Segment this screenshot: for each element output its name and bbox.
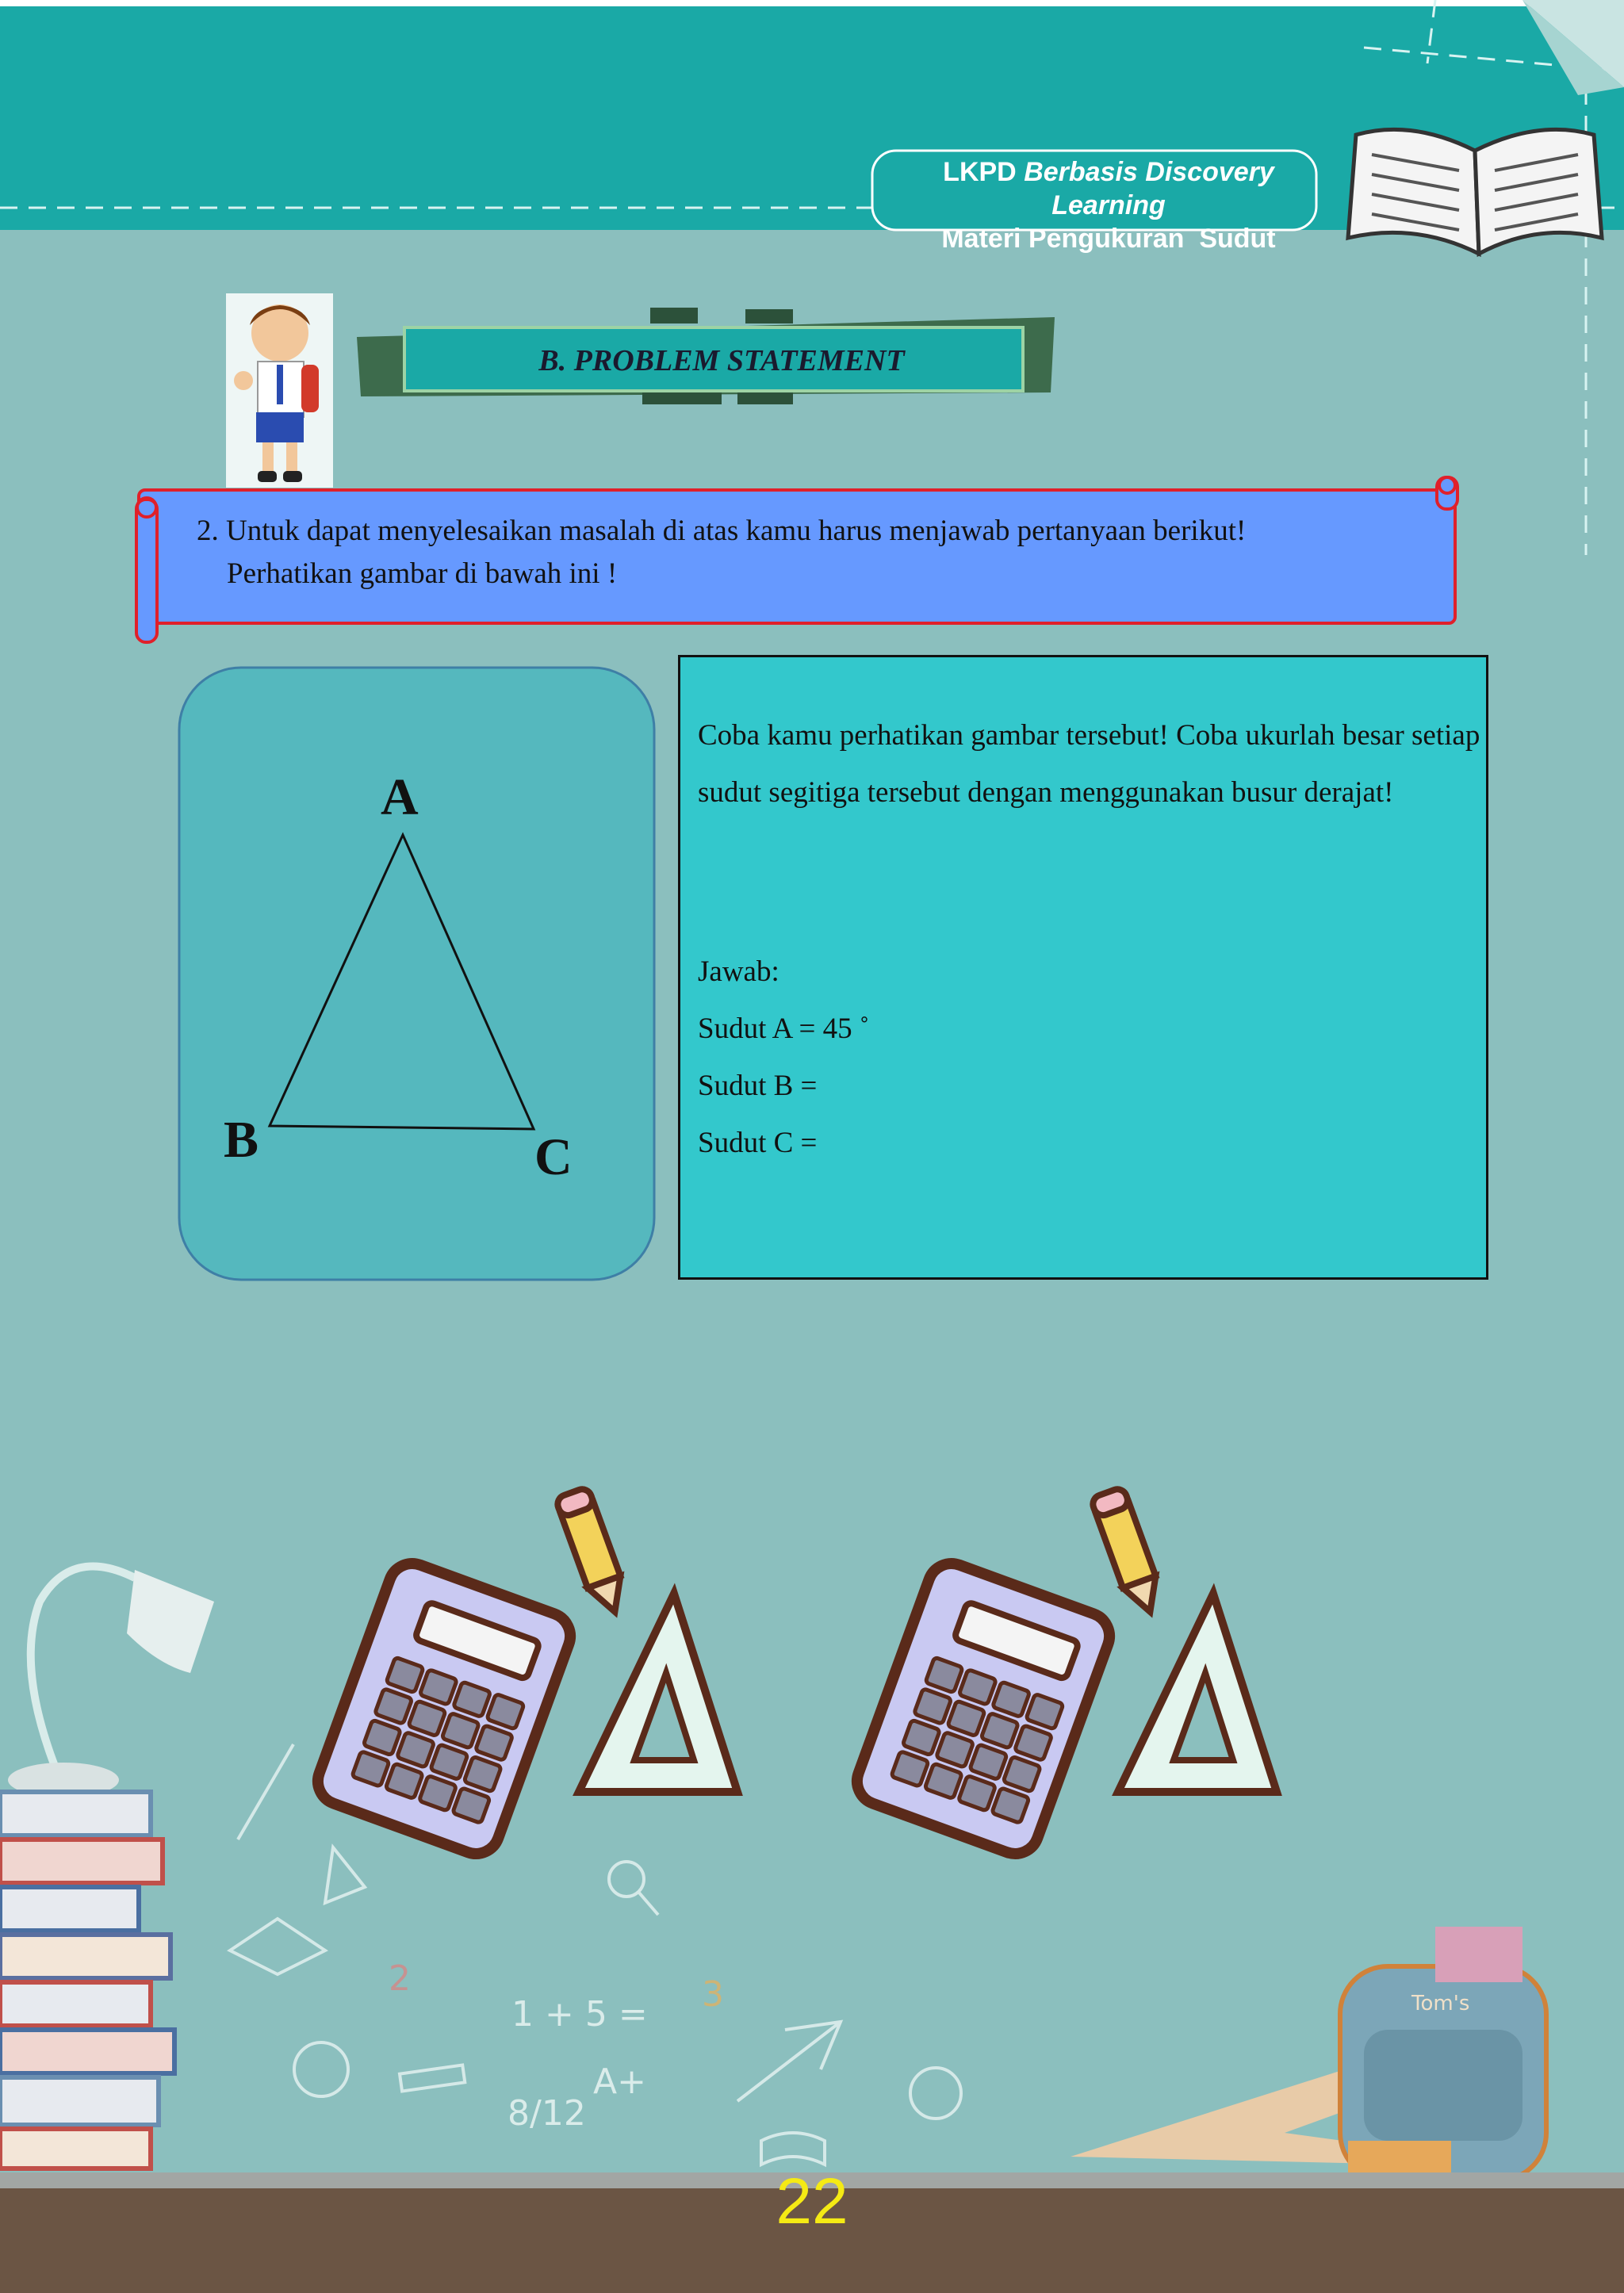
answer-label: Jawab: [698, 955, 779, 988]
answer-sudut-b[interactable]: Sudut B = [698, 1070, 818, 1102]
triangle-label-a: A [381, 768, 419, 826]
answer-sudut-a: Sudut A = 45 ˚ [698, 1013, 870, 1045]
student-character-icon [226, 293, 333, 488]
svg-text:3: 3 [702, 1974, 724, 2015]
instruction-text: Coba kamu perhatikan gambar tersebut! Coba ukurlah besar setiap sudut segitiga tersebut dengan menggunakan busur derajat! [698, 719, 1480, 809]
triangle-panel [179, 668, 654, 1280]
question-line-2: Perhatikan gambar di bawah ini ! [227, 557, 618, 590]
svg-text:A+: A+ [593, 2061, 646, 2102]
header-title [902, 155, 1315, 255]
section-title: B. PROBLEM STATEMENT [538, 344, 905, 377]
page-number: 22 [776, 2165, 848, 2237]
triangle-label-b: B [224, 1111, 259, 1169]
triangle-label-c: C [534, 1128, 573, 1186]
question-text [197, 510, 1434, 595]
header-subtitle: Materi Pengukuran Sudut [941, 224, 1276, 254]
header-prefix: LKPD [943, 157, 1017, 187]
svg-text:1 + 5 =: 1 + 5 = [511, 1994, 648, 2035]
svg-text:8/12: 8/12 [508, 2093, 586, 2134]
svg-text:Tom's: Tom's [1411, 1992, 1470, 2015]
question-line-1: 2. Untuk dapat menyelesaikan masalah di atas kamu harus menjawab pertanyaan berikut! [197, 515, 1247, 547]
header-title-italic: Berbasis Discovery Learning [1024, 157, 1274, 220]
answer-sudut-c[interactable]: Sudut C = [698, 1127, 818, 1159]
svg-text:2: 2 [389, 1958, 411, 1999]
book-stack-icon [0, 1792, 174, 2169]
answer-block [698, 944, 1411, 1172]
